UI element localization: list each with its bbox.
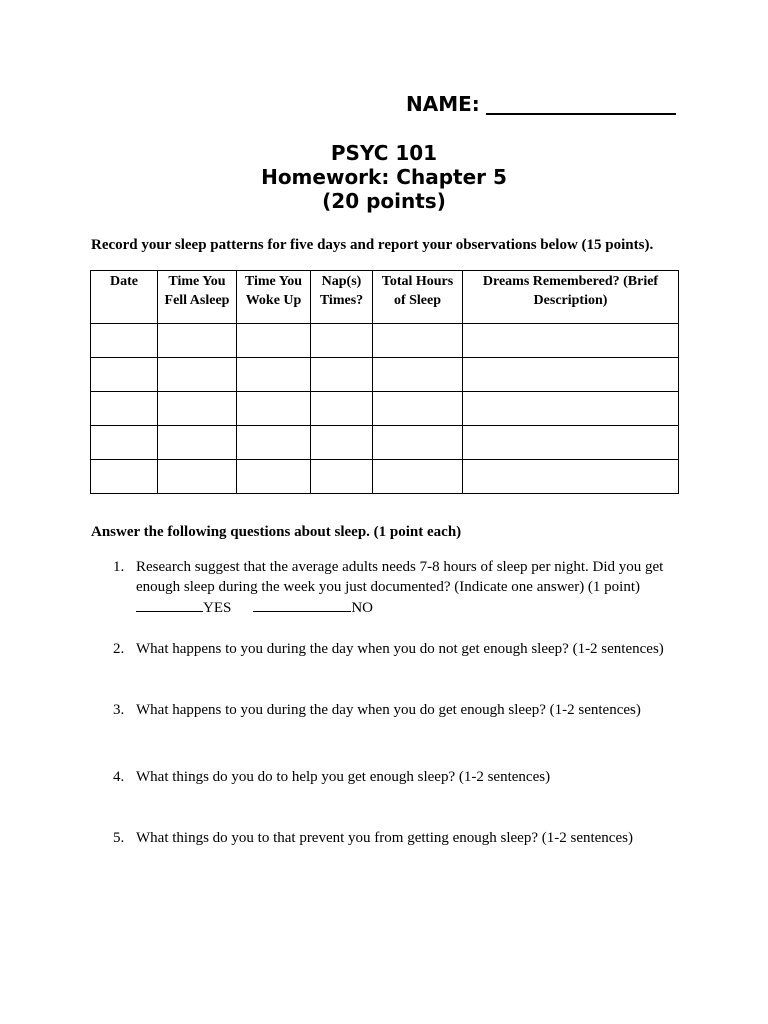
table-cell[interactable]	[237, 392, 311, 426]
question-number: 3.	[113, 702, 125, 718]
table-cell[interactable]	[311, 426, 373, 460]
column-header-total-hours: Total Hours of Sleep	[373, 271, 463, 324]
question-text-line: enough sleep during the week you just documented? (Indicate one answer) (1 point)	[136, 579, 641, 595]
table-row	[91, 426, 679, 460]
table-cell[interactable]	[91, 324, 158, 358]
question-5	[113, 828, 683, 848]
questions-heading: Answer the following questions about sleep. (1 point each)	[91, 524, 462, 540]
assignment-title: Homework: Chapter 5	[261, 165, 507, 189]
question-text: What happens to you during the day when you do get enough sleep? (1-2 sentences)	[136, 702, 641, 718]
table-cell[interactable]	[373, 426, 463, 460]
column-header-date: Date	[91, 271, 158, 324]
table-cell[interactable]	[311, 460, 373, 494]
table-cell[interactable]	[463, 324, 679, 358]
table-cell[interactable]	[373, 392, 463, 426]
question-2	[113, 639, 683, 659]
question-3	[113, 700, 683, 720]
title-block	[0, 141, 768, 213]
answer-options	[136, 597, 683, 618]
question-text: What happens to you during the day when you do not get enough sleep? (1-2 sentences)	[136, 641, 664, 657]
table-cell[interactable]	[463, 426, 679, 460]
question-number: 5.	[113, 830, 125, 846]
table-cell[interactable]	[463, 392, 679, 426]
table-row	[91, 392, 679, 426]
name-label: NAME:	[406, 92, 480, 116]
no-label: NO	[351, 600, 374, 616]
intro-instruction: Record your sleep patterns for five days and report your observations below (15 points).	[91, 237, 654, 253]
question-text: What things do you do to help you get enough sleep? (1-2 sentences)	[136, 769, 551, 785]
table-cell[interactable]	[373, 324, 463, 358]
yes-label: YES	[203, 600, 232, 616]
question-number: 4.	[113, 769, 125, 785]
question-4	[113, 767, 683, 787]
table-header-row	[91, 271, 679, 324]
column-header-dreams: Dreams Remembered? (Brief Description)	[463, 271, 679, 324]
question-text: What things do you to that prevent you from getting enough sleep? (1-2 sentences)	[136, 830, 633, 846]
column-header-woke-up: Time You Woke Up	[237, 271, 311, 324]
table-cell[interactable]	[237, 460, 311, 494]
sleep-log-table	[90, 270, 679, 494]
column-header-fell-asleep: Time You Fell Asleep	[158, 271, 237, 324]
table-cell[interactable]	[311, 358, 373, 392]
table-cell[interactable]	[158, 358, 237, 392]
table-cell[interactable]	[463, 358, 679, 392]
table-cell[interactable]	[158, 392, 237, 426]
table-cell[interactable]	[91, 358, 158, 392]
table-cell[interactable]	[91, 426, 158, 460]
table-cell[interactable]	[311, 392, 373, 426]
table-cell[interactable]	[311, 324, 373, 358]
points-title: (20 points)	[322, 189, 446, 213]
question-1	[113, 557, 683, 618]
table-cell[interactable]	[158, 324, 237, 358]
table-row	[91, 324, 679, 358]
table-cell[interactable]	[373, 460, 463, 494]
no-blank[interactable]	[253, 597, 351, 612]
table-cell[interactable]	[237, 324, 311, 358]
name-field	[406, 91, 676, 116]
column-header-naps: Nap(s) Times?	[311, 271, 373, 324]
table-cell[interactable]	[158, 460, 237, 494]
table-cell[interactable]	[91, 392, 158, 426]
table-cell[interactable]	[158, 426, 237, 460]
question-text-line: Research suggest that the average adults needs 7-8 hours of sleep per night. Did you get	[136, 559, 664, 575]
question-number: 1.	[113, 559, 125, 575]
table-cell[interactable]	[373, 358, 463, 392]
name-blank-line[interactable]	[486, 91, 676, 115]
table-cell[interactable]	[91, 460, 158, 494]
table-row	[91, 358, 679, 392]
yes-blank[interactable]	[136, 597, 203, 612]
question-number: 2.	[113, 641, 125, 657]
table-row	[91, 460, 679, 494]
table-cell[interactable]	[463, 460, 679, 494]
table-cell[interactable]	[237, 358, 311, 392]
table-cell[interactable]	[237, 426, 311, 460]
course-title: PSYC 101	[330, 141, 438, 165]
